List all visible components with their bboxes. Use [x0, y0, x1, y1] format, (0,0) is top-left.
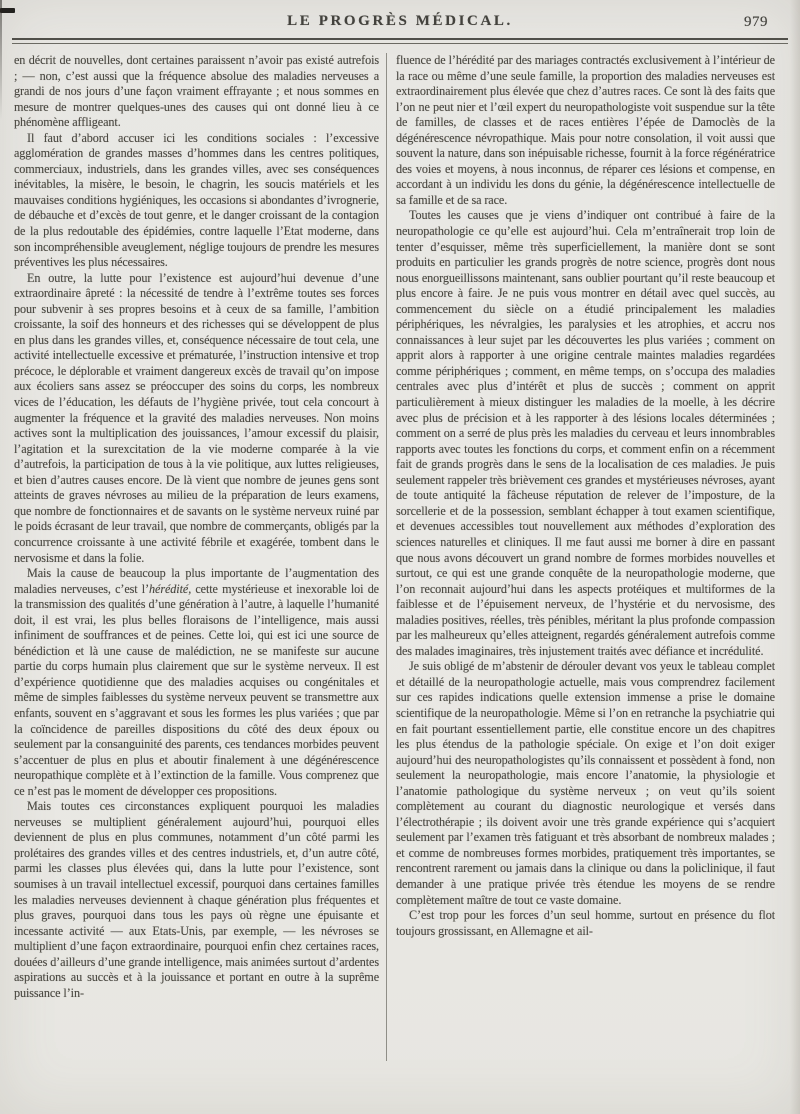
text-run: Je suis obligé de m’abstenir de dérouler devant vos yeux le tableau complet et détaillé de la neuropathologie actuelle, mais vous comprendrez facilement sur ces rapides indications quelle extension immense a prise le domaine scientifique de la neuropathologie. Même si l’on en retranche la psychiatrie qui en fait pourtant essentiellement partie, elle constitue encore un des chapitres les plus étendus de la pathologie spéciale. On exige et l’on doit exiger aujourd’hui des neuropathologistes qu’ils connaissent et possèdent à fond, non seulement la neuropathologie, mais encore l’anatomie, la physiologie et l’anatomie pathologique du système nerveux ; on veut qu’ils soient complètement au courant du diagnostic neurologique et versés dans l’électrothérapie ; ils doivent avoir une très grande expérience qui s’acquiert seulement par l’examen très fatiguant et très absorbant de nombreux malades ; et comme de nombreuses formes morbides, pratiquement très importantes, se rencontrent rarement ou jamais dans la clinique ou dans la policlinique, il faut demander à une pratique privée très étendue les moyens de se rendre complètement maître de tout ce vaste domaine. [396, 659, 775, 907]
text-run: Mais la cause de beaucoup la plus importante de l’augmentation des maladies nerveuses, c’est l’ [14, 566, 379, 596]
text-run: C’est trop pour les forces d’un seul homme, surtout en présence du flot toujours grossissant, en Allemagne et ail- [396, 908, 775, 938]
text-run: Toutes les causes que je viens d’indiquer ont contribué à faire de la neuropathologie ce qu’elle est aujourd’hui. Cela m’entraînerait trop loin de tenter d’esquisser, même très superficiellement, la manière dont se sont produits en particulier les grands progrès de notre science, progrès dont nous nous enorgueillissons maintenant, sans oublier pourtant qu’il reste beaucoup et plus encore à faire. Je ne puis vous montrer en détail avec quel succès, au commencement du siècle on a étudié principalement les maladies périphériques, les névralgies, les paralysies et les atrophies, et accru nos connaissances à leur sujet par les découvertes les plus variées ; comment on apprit alors à rapporter à une origine centrale maintes maladies regardées comme périphériques ; comment, en même temps, on s’occupa des maladies centrales avec plus d’intérêt et plus de succès ; comment on apprit particulièrement à mieux distinguer les maladies de la moelle, à les décrire avec plus de précision et à les rapporter à des lésions locales déterminées ; comment on a serré de plus près les maladies du cerveau et leurs innombrables rapports avec toutes les fonctions du corps, et comment enfin on a récemment fait de grands progrès dans le sens de la localisation de ces maladies. Je puis seulement rappeler très brièvement ces grandes et mystérieuses névroses, ayant de toute antiquité la fâcheuse réputation de relever de l’imposture, de la sorcellerie et de la possession, semblant échapper à tout examen scientifique, et devenues accessibles tout nouvellement aux méthodes d’exploration des sciences naturelles et cliniques. Il me faut aussi me borner à dire en passant que nous avons découvert un grand nombre de formes morbides nouvelles et surtout, ce qui est une grande conquête de la neuropathologie moderne, que l’on reconnait aujourd’hui dans les aspects protéiques et multiformes de la faiblesse et de l’épuisement nerveux, de l’hystérie et du nervosisme, des maladies positives, réelles, très pénibles, méritant la plus profonde compassion par les malheureux qu’elles atteignent, regardés généralement autrefois comme des malades imaginaires, très injustement traités avec défiance et incrédulité. [396, 208, 775, 658]
right-column [387, 53, 775, 1108]
text-run: Mais toutes ces circonstances expliquent pourquoi les maladies nerveuses se multiplient généralement aujourd’hui, pourquoi elles deviennent de plus en plus communes, notamment d’un côté parmi les prolétaires des grandes villes et des centres industriels, et, d’un autre côté, parmi les classes plus élevées qui, dans la lutte pour l’existence, sont soumises à un travail intellectuel excessif, pourquoi dans certaines familles les maladies nerveuses deviennent à chaque génération plus fréquentes et plus graves, pourquoi dans tous les pays où règne une épuisante et incessante activité — aux Etats-Unis, par exemple, — les névroses se multiplient d’une façon extraordinaire, pourquoi enfin chez certaines races, douées d’ailleurs d’une grande intelligence, mais animées surtout d’ardentes aspirations au succès et à la jouissance et portant en outre à la suprême puissance l’in- [14, 799, 380, 1000]
text-run: Il faut d’abord accuser ici les conditions sociales : l’excessive agglomération de grandes masses d’hommes dans les centres politiques, commerciaux, industriels, dans les grandes villes, avec ses conséquences inévitables, la misère, le besoin, le chagrin, les soucis matériels et les mauvaises conditions hygiéniques, les occasions si abondantes d’ivrognerie, de débauche et d’excès de tout genre, et le danger croissant de la contagion de la plus redoutable des épidémies, contre laquelle l’Etat moderne, dans son incompréhensible aveuglement, néglige toujours de prendre les mesures préventives les plus nécessaires. [14, 130, 379, 270]
text-run: en décrit de nouvelles, dont certaines paraissent n’avoir pas existé autrefois ; — non, c’est aussi que la fréquence absolue des maladies nerveuses a grandi de nos jours d’une façon vraiment effrayante ; et nous sommes en mesure de montrer quelques-unes des causes qui ont donné lieu à ce phénomène affligeant. [14, 53, 379, 130]
header-rule-thin [12, 43, 788, 44]
header-rule-thick [12, 38, 788, 40]
page-number: 979 [744, 14, 768, 30]
paragraph [14, 53, 379, 131]
scan-edge-shadow-right [790, 0, 800, 1114]
header-row [0, 13, 800, 33]
paragraph [14, 131, 379, 271]
journal-title: LE PROGRÈS MÉDICAL. [287, 13, 513, 29]
paragraph [14, 271, 379, 566]
page-header [0, 0, 800, 44]
paragraph [396, 53, 775, 208]
left-column [14, 53, 386, 1108]
text-run: En outre, la lutte pour l’existence est aujourd’hui devenue d’une extraordinaire âpreté : la nécessité de tendre à l’extrême toutes ses forces pour subvenir à ses propres besoins et à ceux de sa famille, l’ambition croissante, la soif des honneurs et des richesses qui se développent de plus en plus dans les grandes villes, et, conséquence nécessaire de tout cela, une activité intellectuelle excessive et prématurée, l’instruction intensive et trop précoce, le déplorable et vraiment dangereux excès de travail qu’on impose aux écoliers sans assez se préoccuper des soins du corps, les nombreux vices de l’éducation, les défauts de l’hygiène privée, tout cela concourt à augmenter la fréquence et la gravité des maladies nerveuses. Non moins actives sont la multiplication des jouissances, l’amour excessif du plaisir, l’agitation et la surexcitation de la vie moderne comparée à la vie d’autrefois, la participation de tous à la vie politique, aux luttes religieuses, et bien d’autres causes encore. De là vient que nombre de jeunes gens sont atteints de graves névroses au milieu de la préparation de leurs examens, que nombre de fonctionnaires et de savants on le système nerveux ruiné par le poids écrasant de leur travail, que nombre de commerçants, obligés par la concurrence croissante à une activité fébrile et exagérée, tombent dans le nervosisme et dans la folie. [14, 270, 379, 565]
text-run: , cette mystérieuse et inexorable loi de la transmission des qualités d’une génération à l’autre, à laquelle l’humanité doit, il est vrai, les plus belles floraisons de l’intelligence, mais aussi infiniment de souffrances et de peines. Cette loi, qui est ici une source de bénédiction et là une cause de malédiction, ne se manifeste sur aucune partie du corps humain plus clairement que sur le système nerveux. Il est d’expérience quotidienne que des maladies acquises ou congénitales et même de simples faiblesses du système nerveux peuvent se transmettre aux enfants, souvent en s’aggravant et sous les formes les plus variées ; que par la coïncidence de pareilles dispositions du côté des deux époux ou seulement par la consanguinité des parents, ces tendances morbides peuvent s’accentuer de plus en plus et aboutir finalement à une dégénérescence neuropathique complète et à l’extinction de la famille. Vous comprenez que ce n’est pas le moment de développer ces propositions. [14, 581, 379, 798]
paragraph [396, 659, 775, 908]
italic-text-run: hérédité [149, 581, 189, 596]
header-rules [12, 38, 788, 44]
paragraph [396, 908, 775, 939]
page-body [0, 44, 800, 1108]
text-run: fluence de l’hérédité par des mariages contractés exclusivement à l’intérieur de la race ou même d’une seule famille, la proportion des maladies nerveuses est extraordinairement plus élevée que chez d’autres races. Ce sont là des faits que l’on ne peut nier et l’œil expert du neuropathologiste voit suspendue sur la tête de familles, de classes et de races entières l’épée de Damoclès de la dégénérescence névropathique. Mais pour notre consolation, il voit aussi que souvent la nature, dans son inépuisable richesse, fournit à la force régénératrice des voies et moyens, à nous inconnus, de réparer ces lésions et compense, en accordant à un individu les dons du génie, la dégénérescence intellectuelle de sa famille et de sa race. [396, 53, 775, 207]
paragraph [14, 566, 379, 799]
paragraph [14, 799, 379, 1001]
paragraph [396, 208, 775, 659]
